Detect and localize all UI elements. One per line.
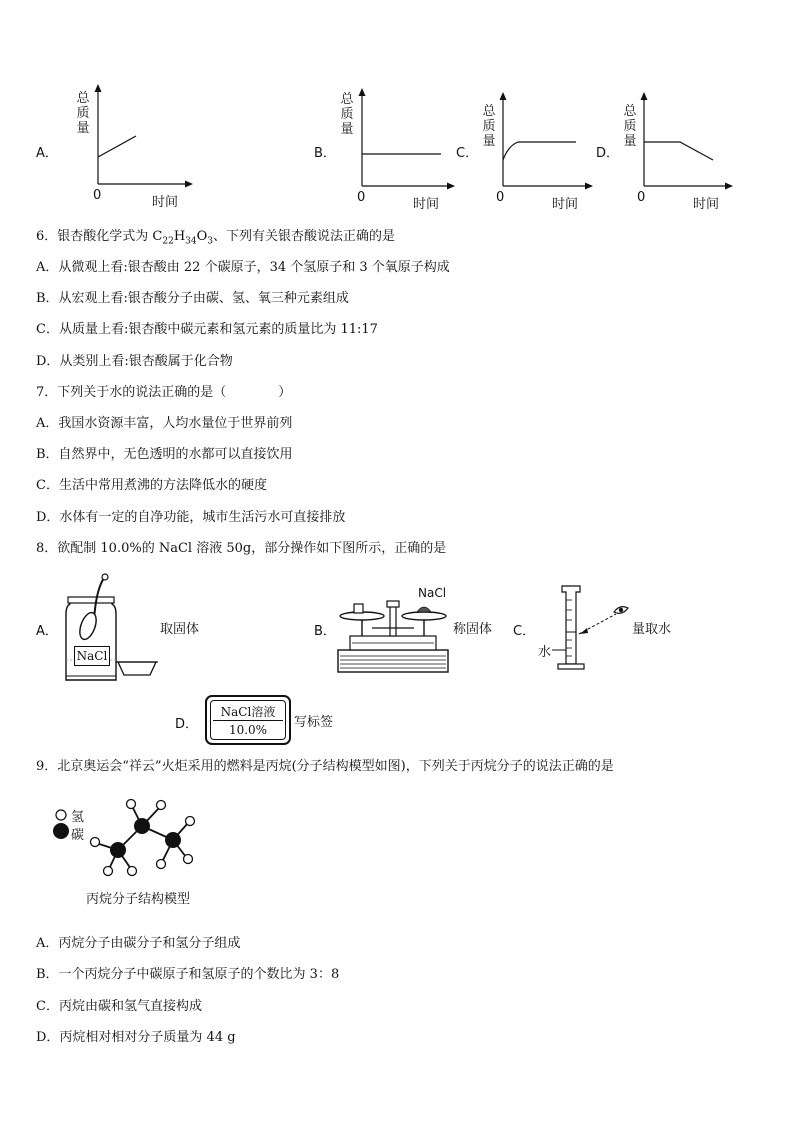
graph-a-letter: A．	[36, 146, 58, 161]
q9-option-d: D．丙烷相对相对分子质量为 44 g	[36, 1030, 236, 1045]
q6-sub-h: 34	[185, 236, 197, 247]
q9-stem: 9．北京奥运会“祥云”火炬采用的燃料是丙烷(分子结构模型如图)，下列关于丙烷分子的说法正确的是	[36, 759, 614, 774]
graph-a-xlabel: 时间	[152, 195, 179, 210]
q7-option-b: B．自然界中，无色透明的水都可以直接饮用	[36, 447, 293, 462]
cylinder-water-label: 水	[538, 645, 552, 660]
graph-b-ylabel: 总质量	[340, 92, 354, 137]
q6-option-d: D．从类别上看:银杏酸属于化合物	[36, 354, 233, 369]
graph-d-origin: 0	[637, 190, 646, 205]
q8-b-caption: 称固体	[453, 622, 493, 637]
balance-nacl-label: NaCl	[418, 586, 447, 600]
q7-stem: 7．下列关于水的说法正确的是（ ）	[36, 385, 292, 400]
graph-b-letter: B．	[314, 146, 336, 161]
q6-option-b: B．从宏观上看:银杏酸分子由碳、氢、氧三种元素组成	[36, 291, 349, 306]
solution-label-name: NaCl溶液	[220, 705, 276, 719]
q8-d-letter: D．	[175, 717, 199, 732]
graph-c-xlabel: 时间	[552, 197, 579, 212]
q8-d-caption: 写标签	[294, 715, 334, 730]
legend-hydrogen-label: 氢	[71, 810, 85, 825]
graph-d-ylabel: 总质量	[623, 104, 637, 149]
graph-a-origin: 0	[93, 188, 102, 203]
graph-d-letter: D．	[596, 146, 620, 161]
q6-option-a: A．从微观上看:银杏酸由 22 个碳原子，34 个氢原子和 3 个氧原子构成	[36, 260, 450, 275]
reagent-bottle-label: NaCl	[74, 646, 110, 666]
graph-c-origin: 0	[496, 190, 505, 205]
q8-c-letter: C．	[513, 624, 536, 639]
graph-a-ylabel: 总质量	[76, 91, 90, 136]
legend-carbon-icon	[53, 823, 69, 839]
graph-d-xlabel: 时间	[693, 197, 720, 212]
q6-option-c: C．从质量上看:银杏酸中碳元素和氢元素的质量比为 11:17	[36, 322, 378, 337]
q6-o: O	[196, 229, 208, 244]
q6-h: H	[173, 229, 186, 244]
q8-a-letter: A．	[36, 624, 58, 639]
legend-carbon-label: 碳	[71, 828, 85, 843]
q7-option-d: D．水体有一定的自净功能，城市生活污水可直接排放	[36, 510, 346, 525]
q9-option-c: C．丙烷由碳和氢气直接构成	[36, 999, 202, 1014]
graph-c-ylabel: 总质量	[482, 104, 496, 149]
propane-model-caption: 丙烷分子结构模型	[86, 892, 191, 907]
graph-c-letter: C．	[456, 146, 479, 161]
q8-stem: 8．欲配制 10.0%的 NaCl 溶液 50g，部分操作如下图所示，正确的是	[36, 541, 447, 556]
legend-hydrogen-icon	[56, 810, 66, 820]
graph-b-xlabel: 时间	[413, 197, 440, 212]
q6-sub-o: 3	[207, 236, 214, 247]
q8-a-caption: 取固体	[160, 622, 200, 637]
q8-b-letter: B．	[314, 624, 336, 639]
q6-stem-post: 、下列有关银杏酸说法正确的是	[213, 229, 396, 244]
q9-option-a: A．丙烷分子由碳分子和氢分子组成	[36, 936, 241, 951]
graph-b-origin: 0	[357, 190, 366, 205]
q6-sub-c: 22	[162, 236, 174, 247]
q7-option-c: C．生活中常用煮沸的方法降低水的硬度	[36, 478, 267, 493]
q6-stem-pre: 6．银杏酸化学式为 C	[36, 229, 163, 244]
solution-label-concentration: 10.0%	[228, 723, 268, 737]
q7-option-a: A．我国水资源丰富，人均水量位于世界前列	[36, 416, 293, 431]
q9-option-b: B．一个丙烷分子中碳原子和氢原子的个数比为 3：8	[36, 967, 340, 982]
q8-c-caption: 量取水	[632, 622, 672, 637]
